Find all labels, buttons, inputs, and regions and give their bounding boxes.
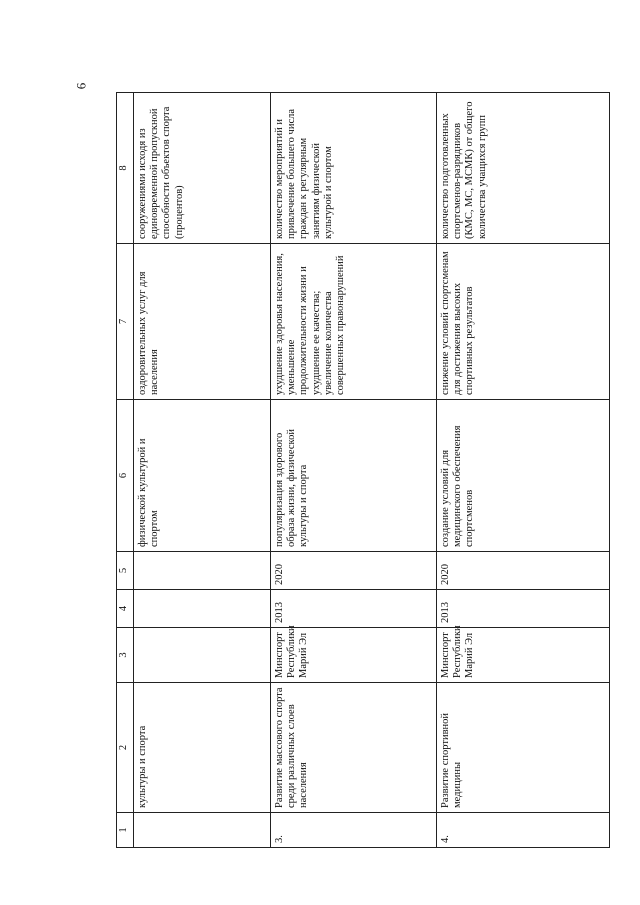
column-header: 4 bbox=[117, 590, 134, 628]
consequences: снижение условий спортсменам для достижения высоких спортивных результатов bbox=[437, 244, 610, 400]
end-year bbox=[134, 552, 271, 590]
indicator: количество подготовленных спортсменов-разрядников (КМС, МС, МСМК) от общего количества учащихся групп bbox=[437, 93, 610, 244]
row-number: 4. bbox=[437, 813, 610, 848]
start-year bbox=[134, 590, 271, 628]
column-header: 7 bbox=[117, 244, 134, 400]
end-year: 2020 bbox=[271, 552, 437, 590]
indicator: количество мероприятий и привлечение большего числа граждан к регулярным занятиям физической культурой и спортом bbox=[271, 93, 437, 244]
executor bbox=[134, 628, 271, 683]
measure-name: Развитие спортивной медицины bbox=[437, 683, 610, 813]
column-header: 2 bbox=[117, 683, 134, 813]
header-row bbox=[117, 93, 134, 848]
table-row bbox=[437, 93, 610, 848]
measure-name: Развитие массового спорта среди различных слоев населения bbox=[271, 683, 437, 813]
indicator: сооружениями исходя из единовременной пропускной способности объектов спорта (процентов) bbox=[134, 93, 271, 244]
end-year: 2020 bbox=[437, 552, 610, 590]
consequences: оздоровительных услуг для населения bbox=[134, 244, 271, 400]
page-number: 6 bbox=[73, 82, 89, 90]
column-header: 8 bbox=[117, 93, 134, 244]
column-header: 3 bbox=[117, 628, 134, 683]
row-number: 3. bbox=[271, 813, 437, 848]
expected-result: физической культурой и спортом bbox=[134, 400, 271, 552]
measure-name: культуры и спорта bbox=[134, 683, 271, 813]
program-table bbox=[116, 92, 610, 848]
table-row bbox=[134, 93, 271, 848]
expected-result: популяризация здорового образа жизни, физической культуры и спорта bbox=[271, 400, 437, 552]
start-year: 2013 bbox=[437, 590, 610, 628]
consequences: ухудшение здоровья населения, уменьшение продолжительности жизни и ухудшение ее качества; увеличение количества совершенных правонарушений bbox=[271, 244, 437, 400]
start-year: 2013 bbox=[271, 590, 437, 628]
rotated-page-content bbox=[116, 93, 591, 848]
row-number bbox=[134, 813, 271, 848]
expected-result: создание условий для медицинского обеспечения спортсменов bbox=[437, 400, 610, 552]
executor: Минспорт Республики Марий Эл bbox=[437, 628, 610, 683]
column-header: 6 bbox=[117, 400, 134, 552]
column-header: 5 bbox=[117, 552, 134, 590]
column-header: 1 bbox=[117, 813, 134, 848]
executor: Минспорт Республики Марий Эл bbox=[271, 628, 437, 683]
table-row bbox=[271, 93, 437, 848]
